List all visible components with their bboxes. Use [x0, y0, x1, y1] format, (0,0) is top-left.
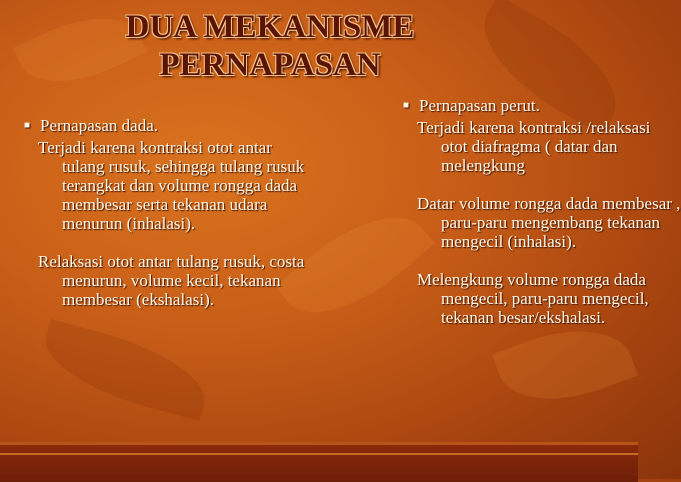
slide-title [60, 8, 480, 84]
left-bullet [24, 116, 308, 135]
square-bullet-icon: ■ [403, 100, 410, 111]
right-column [403, 96, 681, 346]
title-line-2: PERNAPASAN [159, 47, 381, 83]
left-paragraph: Relaksasi otot antar tulang rusuk, costa menurun, volume kecil, tekanan membesar (ekshalasi). [38, 252, 305, 309]
right-paragraph: Datar volume rongga dada membesar , paru-paru mengembang tekanan mengecil (inhalasi). [417, 194, 681, 251]
right-paragraph: Melengkung volume rongga dada mengecil, paru-paru mengecil, tekanan besar/ekshalasi. [417, 270, 649, 327]
bottom-bar [0, 442, 638, 482]
bottom-line [0, 453, 638, 455]
left-bullet-text: Pernapasan dada. [40, 116, 159, 135]
right-bullet [403, 96, 638, 115]
square-bullet-icon: ■ [24, 120, 31, 131]
left-column [24, 116, 308, 328]
title-line-1: DUA MEKANISME [125, 9, 415, 45]
right-bullet-text: Pernapasan perut. [419, 96, 540, 115]
decor-leaf [35, 319, 215, 421]
left-paragraph: Terjadi karena kontraksi otot antar tulang rusuk, sehingga tulang rusuk terangkat dan volume rongga dada membesar serta tekanan udara menurun (inhalasi). [38, 138, 305, 233]
right-paragraph: Terjadi karena kontraksi /relaksasi otot diafragma ( datar dan melengkung [417, 118, 651, 175]
